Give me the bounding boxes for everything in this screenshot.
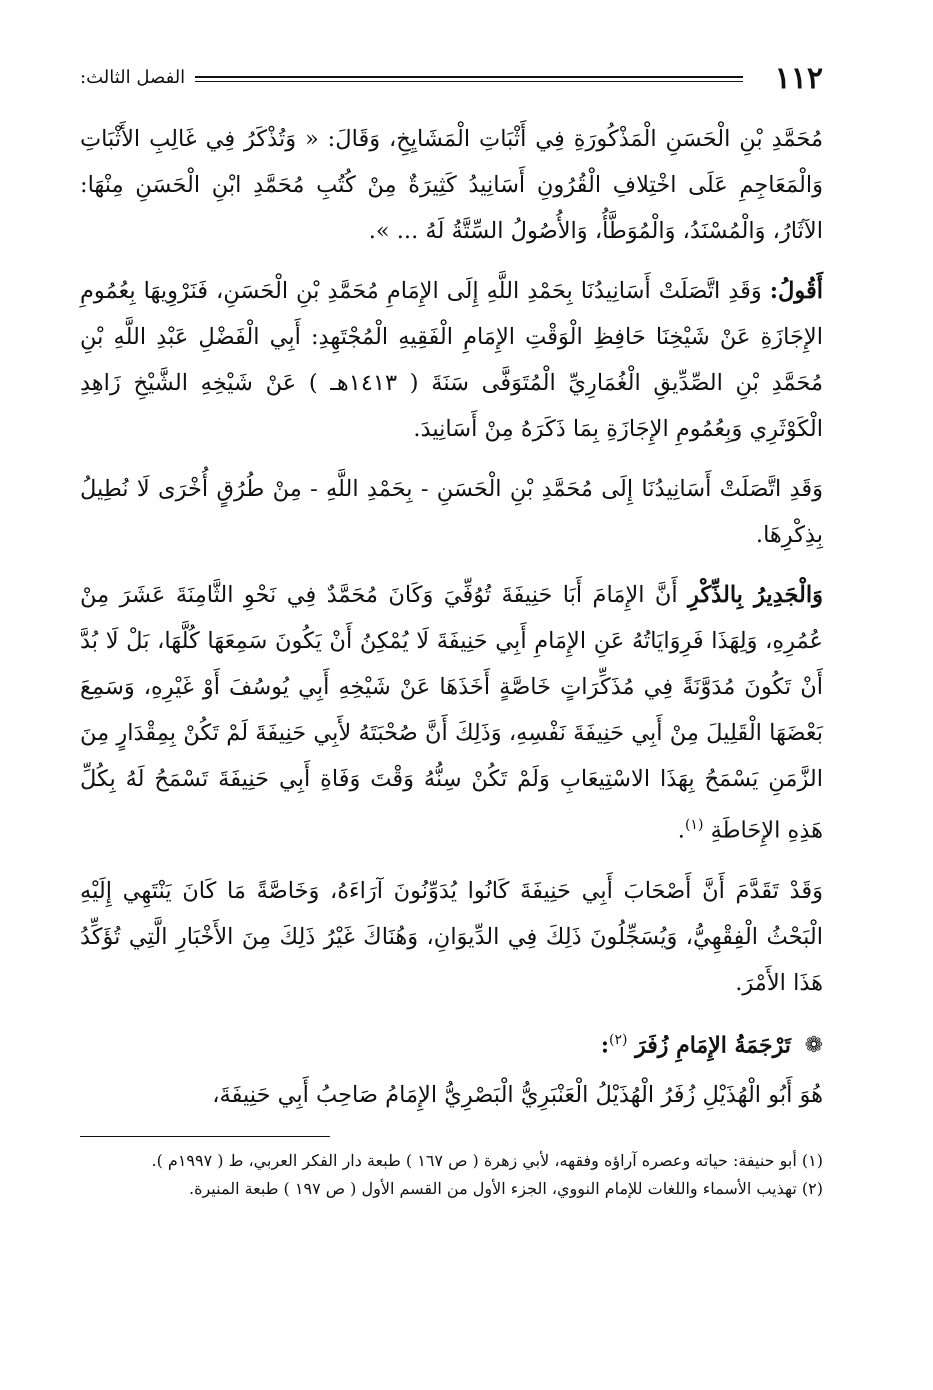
- paragraph-lead: أَقُولُ:: [769, 278, 824, 304]
- paragraph-text: هُوَ أَبُو الْهُذَيْلِ زُفَرُ الْهُذَيْلُ الْعَنْبَرِيُّ الْبَصْرِيُّ الإِمَامُ صَاحِبُ أَبِي حَنِيفَةَ،: [212, 1081, 823, 1108]
- section-heading-tail: :: [600, 1031, 609, 1058]
- section-heading: [80, 1020, 823, 1066]
- footnote-1: (١) أبو حنيفة: حياته وعصره آراؤه وفقهه، لأبي زهرة ( ص ١٦٧ ) طبعة دار الفكر العربي، ط ( ١٩٩٧م ).: [151, 1150, 823, 1170]
- paragraph-text: وَقَدِ اتَّصَلَتْ أَسَانِيدُنَا بِحَمْدِ اللَّهِ إِلَى الإِمَامِ مُحَمَّدِ بْنِ الْحَسَنِ، فَنَرْوِيهَا بِعُمُومِ الإِجَازَةِ عَنْ شَيْخِنَا حَافِظِ الْوَقْتِ الإِمَامِ الْفَقِيهِ الْمُجْتَهِدِ: أَبِي الْفَضْلِ عَبْدِ اللَّهِ بْنِ مُحَمَّدِ بْنِ الصِّدِّيقِ الْغُمَارِيِّ الْمُتَوَفَّى سَنَةَ ( ١٤١٣هـ ) عَنْ شَيْخِهِ الشَّيْخِ زَاهِدِ الْكَوْثَرِي وَبِعُمُومِ الإِجَازَةِ بِمَا ذَكَرَهُ مِنْ أَسَانِيدَ.: [80, 278, 823, 442]
- footnotes: [80, 1147, 823, 1203]
- paragraph-text: مُحَمَّدِ بْنِ الْحَسَنِ الْمَذْكُورَةِ فِي أَثْبَاتِ الْمَشَايِخِ، وَقَالَ: « وَتُذْكَرُ فِي غَالِبِ الأَثْبَاتِ وَالْمَعَاجِمِ عَلَى اخْتِلافِ الْقُرُونِ أَسَانِيدُ كَثِيرَةٌ مِنْ كُتُبِ مُحَمَّدِ ابْنِ الْحَسَنِ مِنْهَا: الآثَارُ، وَالْمُسْنَدُ، وَالْمُوَطَّأُ، وَالأُصُولُ السِّتَّةُ لَهُ ... ».: [80, 126, 823, 244]
- paragraph-2: [80, 268, 823, 452]
- flower-bullet-icon: ❁: [804, 1032, 823, 1058]
- paragraph-4: [80, 572, 823, 854]
- page-number: ١١٢: [774, 61, 823, 96]
- paragraph-3: [80, 466, 823, 558]
- header-rule: [195, 76, 743, 82]
- footnote-2: (٢) تهذيب الأسماء واللغات للإمام النووي، الجزء الأول من القسم الأول ( ص ١٩٧ ) طبعة المنيرة.: [188, 1178, 823, 1198]
- paragraph-1: [80, 116, 823, 254]
- paragraph-6: [80, 1072, 823, 1118]
- paragraph-lead: وَالْجَدِيرُ بِالذِّكْرِ: [688, 582, 823, 608]
- chapter-title: الفصل الثالث:: [80, 67, 186, 88]
- footnote-ref-2[interactable]: (٢): [609, 1031, 628, 1048]
- footnote-divider: [80, 1136, 330, 1137]
- paragraph-5: [80, 868, 823, 1006]
- paragraph-text: وَقَدِ اتَّصَلَتْ أَسَانِيدُنَا إِلَى مُحَمَّدِ بْنِ الْحَسَنِ - بِحَمْدِ اللَّهِ - مِنْ طُرُقٍ أُخْرَى لَا نُطِيلُ بِذِكْرِهَا.: [80, 476, 823, 548]
- paragraph-text: وَقَدْ تَقَدَّمَ أَنَّ أَصْحَابَ أَبِي حَنِيفَةَ كَانُوا يُدَوِّنُونَ آرَاءَهُ، وَخَاصَّةً مَا كَانَ يَنْتَهِي إِلَيْهِ الْبَحْثُ الْفِقْهِيُّ، وَيُسَجِّلُونَ ذَلِكَ فِي الدِّيوَانِ، وَهُنَاكَ غَيْرُ ذَلِكَ مِنَ الأَخْبَارِ الَّتِي تُؤَكِّدُ هَذَا الأَمْرَ.: [80, 877, 823, 996]
- paragraph-tail: .: [677, 817, 685, 844]
- footnote-ref-1[interactable]: (١): [684, 817, 704, 833]
- body-text: [80, 116, 823, 1118]
- section-heading-text: تَرْجَمَةُ الإِمَامِ زُفَرَ: [635, 1031, 791, 1058]
- page-header: [80, 62, 823, 100]
- paragraph-text: أَنَّ الإِمَامَ أَبَا حَنِيفَةَ تُوُفِّيَ وَكَانَ مُحَمَّدٌ فِي نَحْوِ الثَّامِنَةَ عَشَرَ مِنْ عُمُرِهِ، وَلِهَذَا فَرِوَايَاتُهُ عَنِ الإِمَامِ أَبِي حَنِيفَةَ لَا يُمْكِنُ أَنْ يَكُونَ سَمِعَهَا كُلَّهَا، بَلْ لَا بُدَّ أَنْ تَكُونَ مُدَوَّنَةً فِي مُذَكِّرَاتٍ خَاصَّةٍ أَخَذَهَا عَنْ شَيْخِهِ أَبِي يُوسُفَ أَوْ غَيْرِهِ، وَسَمِعَ بَعْضَهَا الْقَلِيلَ مِنْ أَبِي حَنِيفَةَ نَفْسِهِ، وَذَلِكَ أَنَّ صُحْبَتَهُ لأَبِي حَنِيفَةَ لَمْ تَكُنْ بِمِقْدَارٍ مِنَ الزَّمَنِ يَسْمَحُ بِهَذَا الاسْتِيعَابِ وَلَمْ تَكُنْ سِنُّهُ وَقْتَ وَفَاةِ أَبِي حَنِيفَةَ تَسْمَحُ لَهُ بِكُلِّ هَذِهِ الإِحَاطَةِ: [80, 582, 823, 844]
